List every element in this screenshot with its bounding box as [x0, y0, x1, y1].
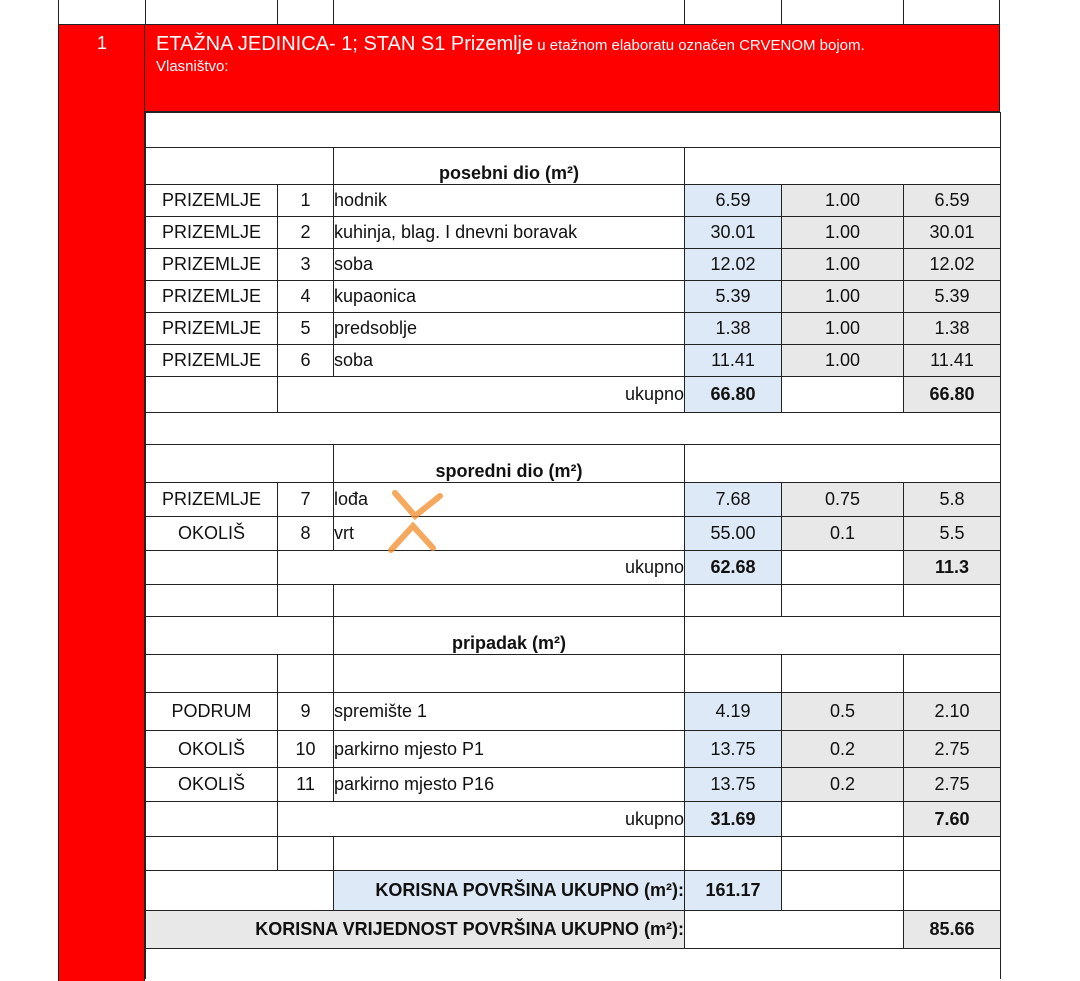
- coefficient-cell: 0.2: [782, 768, 904, 802]
- subtotal-weighted: 66.80: [904, 377, 1001, 413]
- header-cell-border: [903, 0, 904, 25]
- table-row: [146, 313, 1001, 345]
- spacer-row: [146, 585, 1001, 617]
- room-number-cell: 7: [278, 483, 334, 517]
- spacer-row: [146, 413, 1001, 445]
- subtotal-weighted: 11.3: [904, 551, 1001, 585]
- room-number-cell: 5: [278, 313, 334, 345]
- coefficient-cell: 1.00: [782, 345, 904, 377]
- floor-cell: PRIZEMLJE: [146, 345, 278, 377]
- room-number-cell: 10: [278, 731, 334, 768]
- area-cell: 55.00: [685, 517, 782, 551]
- room-number-cell: 8: [278, 517, 334, 551]
- subtotal-row: [146, 802, 1001, 837]
- section-title-sporedni: sporedni dio (m²): [334, 445, 685, 483]
- table-row: [146, 693, 1001, 731]
- subtotal-row: [146, 377, 1001, 413]
- section-title-posebni: posebni dio (m²): [334, 148, 685, 185]
- header-cell-border: [145, 0, 146, 25]
- weighted-area-cell: 5.5: [904, 517, 1001, 551]
- room-name-cell: soba: [334, 345, 685, 377]
- weighted-area-cell: 6.59: [904, 185, 1001, 217]
- ownership-label: Vlasništvo:: [156, 58, 229, 75]
- floor-cell: OKOLIŠ: [146, 517, 278, 551]
- floor-cell: PRIZEMLJE: [146, 313, 278, 345]
- table-row: [146, 731, 1001, 768]
- table-row: [146, 517, 1001, 551]
- subtotal-area: 31.69: [685, 802, 782, 837]
- area-table: [145, 112, 1001, 979]
- unit-title-note: u etažnom elaboratu označen CRVENOM bojom.: [533, 37, 865, 54]
- room-name-cell: predsoblje: [334, 313, 685, 345]
- area-cell: 30.01: [685, 217, 782, 249]
- unit-title: ETAŽNA JEDINICA- 1; STAN S1 Prizemlje: [156, 33, 534, 55]
- weighted-area-cell: 11.41: [904, 345, 1001, 377]
- unit-title-bar: [145, 25, 1000, 112]
- table-row: [146, 345, 1001, 377]
- section-header-row: [146, 617, 1001, 655]
- room-name-cell: lođa: [334, 483, 685, 517]
- coefficient-cell: 1.00: [782, 313, 904, 345]
- area-cell: 5.39: [685, 281, 782, 313]
- empty-row: [146, 655, 1001, 693]
- weighted-area-cell: 2.75: [904, 768, 1001, 802]
- header-cell-border: [999, 0, 1000, 25]
- section-header-row: [146, 445, 1001, 483]
- room-name-cell: parkirno mjesto P1: [334, 731, 685, 768]
- room-number-cell: 6: [278, 345, 334, 377]
- room-number-cell: 2: [278, 217, 334, 249]
- weighted-area-cell: 12.02: [904, 249, 1001, 281]
- table-row: [146, 249, 1001, 281]
- floor-cell: PRIZEMLJE: [146, 281, 278, 313]
- weighted-area-cell: 5.39: [904, 281, 1001, 313]
- room-name-cell: hodnik: [334, 185, 685, 217]
- room-name-cell: parkirno mjesto P16: [334, 768, 685, 802]
- area-cell: 4.19: [685, 693, 782, 731]
- subtotal-label: ukupno: [278, 802, 685, 837]
- coefficient-cell: 0.2: [782, 731, 904, 768]
- total-value-value: 85.66: [904, 911, 1001, 949]
- table-row: [146, 217, 1001, 249]
- room-number-cell: 11: [278, 768, 334, 802]
- coefficient-cell: 0.75: [782, 483, 904, 517]
- weighted-area-cell: 2.75: [904, 731, 1001, 768]
- weighted-area-cell: 1.38: [904, 313, 1001, 345]
- room-number-cell: 1: [278, 185, 334, 217]
- area-cell: 1.38: [685, 313, 782, 345]
- room-name-cell: spremište 1: [334, 693, 685, 731]
- area-cell: 7.68: [685, 483, 782, 517]
- floor-cell: PODRUM: [146, 693, 278, 731]
- room-name-cell: vrt: [334, 517, 685, 551]
- section-title-pripadak: pripadak (m²): [334, 617, 685, 655]
- coefficient-cell: 1.00: [782, 185, 904, 217]
- subtotal-area: 62.68: [685, 551, 782, 585]
- section-header-row: [146, 148, 1001, 185]
- weighted-area-cell: 30.01: [904, 217, 1001, 249]
- spacer-row: [146, 949, 1001, 979]
- area-cell: 11.41: [685, 345, 782, 377]
- coefficient-cell: 1.00: [782, 281, 904, 313]
- area-cell: 6.59: [685, 185, 782, 217]
- table-row: [146, 483, 1001, 517]
- header-cell-border: [277, 0, 278, 25]
- subtotal-row: [146, 551, 1001, 585]
- spacer-row: [146, 837, 1001, 871]
- spacer-row: [146, 113, 1001, 148]
- floor-cell: OKOLIŠ: [146, 768, 278, 802]
- unit-number-column: [58, 25, 145, 981]
- coefficient-cell: 0.5: [782, 693, 904, 731]
- room-number-cell: 3: [278, 249, 334, 281]
- subtotal-area: 66.80: [685, 377, 782, 413]
- floor-cell: PRIZEMLJE: [146, 217, 278, 249]
- room-name-cell: kupaonica: [334, 281, 685, 313]
- total-value-label: KORISNA VRIJEDNOST POVRŠINA UKUPNO (m²):: [146, 911, 685, 949]
- unit-number: 1: [96, 33, 107, 53]
- coefficient-cell: 0.1: [782, 517, 904, 551]
- weighted-area-cell: 5.8: [904, 483, 1001, 517]
- table-row: [146, 185, 1001, 217]
- area-cell: 12.02: [685, 249, 782, 281]
- room-number-cell: 9: [278, 693, 334, 731]
- header-cell-border: [684, 0, 685, 25]
- total-area-row: [146, 871, 1001, 911]
- subtotal-label: ukupno: [278, 377, 685, 413]
- floor-cell: PRIZEMLJE: [146, 249, 278, 281]
- weighted-area-cell: 2.10: [904, 693, 1001, 731]
- room-number-cell: 4: [278, 281, 334, 313]
- area-cell: 13.75: [685, 768, 782, 802]
- header-cell-border: [333, 0, 334, 25]
- header-cell-border: [781, 0, 782, 25]
- area-cell: 13.75: [685, 731, 782, 768]
- floor-cell: PRIZEMLJE: [146, 185, 278, 217]
- coefficient-cell: 1.00: [782, 217, 904, 249]
- subtotal-weighted: 7.60: [904, 802, 1001, 837]
- floor-cell: PRIZEMLJE: [146, 483, 278, 517]
- room-name-cell: kuhinja, blag. I dnevni boravak: [334, 217, 685, 249]
- room-name-cell: soba: [334, 249, 685, 281]
- subtotal-label: ukupno: [278, 551, 685, 585]
- total-area-label: KORISNA POVRŠINA UKUPNO (m²):: [334, 871, 685, 911]
- total-area-value: 161.17: [685, 871, 782, 911]
- total-value-row: [146, 911, 1001, 949]
- header-cell-border: [58, 0, 59, 25]
- floor-cell: OKOLIŠ: [146, 731, 278, 768]
- table-row: [146, 768, 1001, 802]
- table-row: [146, 281, 1001, 313]
- coefficient-cell: 1.00: [782, 249, 904, 281]
